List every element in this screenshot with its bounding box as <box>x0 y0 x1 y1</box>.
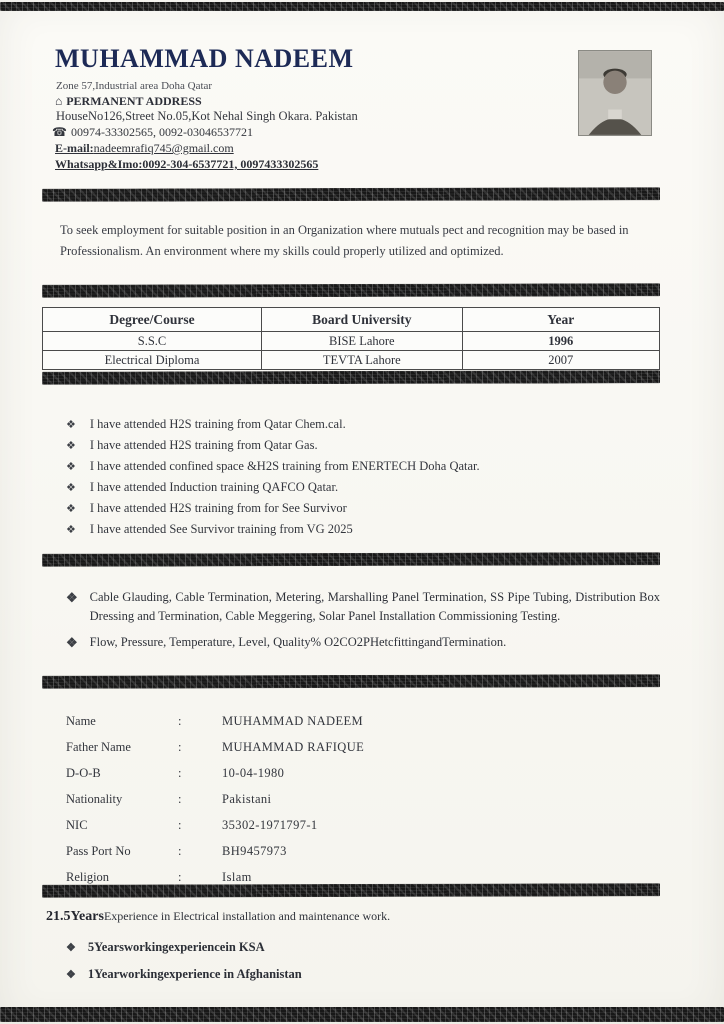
education-row <box>43 332 660 351</box>
personal-label: Nationality <box>66 791 123 806</box>
personal-label: Father Name <box>66 739 131 754</box>
diamond-bullet-icon: ❖ <box>66 942 76 954</box>
skill-item <box>66 588 660 626</box>
personal-value: BH9457973 <box>222 843 287 858</box>
scan-edge-bar-bottom <box>0 1007 724 1022</box>
scan-edge-bar-top <box>0 2 724 11</box>
year-cell: 2007 <box>462 351 659 370</box>
diamond-bullet-icon: ❖ <box>66 503 76 515</box>
section-divider-education <box>42 283 660 298</box>
year-cell: 1996 <box>462 332 659 351</box>
diamond-bullet-icon: ❖ <box>66 524 76 536</box>
personal-separator: : <box>178 765 182 780</box>
personal-label: D-O-B <box>66 765 101 780</box>
personal-row <box>66 734 496 760</box>
training-text: I have attended Induction training QAFCO Qatar. <box>89 480 339 494</box>
candidate-name: MUHAMMAD NADEEM <box>55 44 354 73</box>
training-text: I have attended confined space &H2S training from ENERTECH Doha Qatar. <box>89 459 480 473</box>
email-label: E-mail: <box>55 141 94 155</box>
personal-separator: : <box>178 869 182 884</box>
skills-list <box>66 588 660 659</box>
personal-row <box>66 864 496 890</box>
section-divider-personal <box>42 674 660 689</box>
personal-value: Pakistani <box>222 791 272 806</box>
phone-line <box>52 125 253 140</box>
skill-text: Cable Glauding, Cable Termination, Metering, Marshalling Panel Termination, SS Pipe Tubing, Distribution Box Dressing and Termination, Cable Meggering, Solar Panel Installation Commissioning Testing. <box>89 590 660 623</box>
personal-value: 10-04-1980 <box>222 765 285 780</box>
personal-label: Pass Port No <box>66 843 131 858</box>
personal-row <box>66 708 496 734</box>
personal-row <box>66 760 496 786</box>
personal-info <box>66 708 496 890</box>
experience-text: 1Yearworkingexperience in Afghanistan <box>87 967 302 981</box>
personal-value: MUHAMMAD RAFIQUE <box>222 739 365 754</box>
phone-icon: ☎ <box>52 125 67 139</box>
training-text: I have attended H2S training from for See Survivor <box>89 501 347 515</box>
training-item <box>66 438 480 459</box>
col-header-board: Board University <box>262 308 463 332</box>
trainings-list <box>66 417 480 543</box>
house-icon: ⌂ <box>55 94 63 108</box>
col-header-degree: Degree/Course <box>43 308 262 332</box>
experience-item <box>66 967 302 994</box>
personal-label: Religion <box>66 869 110 884</box>
training-item <box>66 480 480 501</box>
email-line <box>55 141 234 156</box>
experience-item <box>66 940 302 967</box>
training-item <box>66 459 480 480</box>
personal-label: Name <box>66 713 96 728</box>
diamond-bullet-icon: ❖ <box>66 590 78 605</box>
degree-cell: S.S.C <box>43 332 262 351</box>
section-divider-skills <box>42 552 660 567</box>
training-text: I have attended See Survivor training from VG 2025 <box>89 522 353 536</box>
personal-separator: : <box>178 817 182 832</box>
education-header-row <box>43 308 660 332</box>
education-table <box>42 307 660 370</box>
current-address-line: Zone 57,Industrial area Doha Qatar <box>56 80 213 92</box>
personal-row <box>66 812 496 838</box>
personal-value: MUHAMMAD NADEEM <box>222 713 364 728</box>
degree-cell: Electrical Diploma <box>43 351 262 370</box>
diamond-bullet-icon: ❖ <box>66 482 76 494</box>
section-divider-objective <box>42 187 660 202</box>
section-divider-trainings <box>42 370 660 385</box>
diamond-bullet-icon: ❖ <box>66 440 76 452</box>
personal-value: 35302-1971797-1 <box>222 817 318 832</box>
personal-separator: : <box>178 713 182 728</box>
training-item <box>66 417 480 438</box>
profile-photo-placeholder <box>579 51 651 135</box>
phone-numbers: 00974-33302565, 0092-03046537721 <box>70 125 253 139</box>
experience-text: 5Yearsworkingexperiencein KSA <box>87 940 265 954</box>
experience-years: 21.5Years <box>46 909 104 924</box>
personal-separator: : <box>178 791 182 806</box>
profile-photo <box>578 50 652 136</box>
diamond-bullet-icon: ❖ <box>66 461 76 473</box>
experience-list <box>66 940 302 994</box>
board-cell: TEVTA Lahore <box>262 351 463 370</box>
skill-text: Flow, Pressure, Temperature, Level, Quality% O2CO2PHetcfittingandTermination. <box>89 635 507 649</box>
education-row <box>43 351 660 370</box>
col-header-year: Year <box>462 308 659 332</box>
email-address: nadeemrafiq745@gmail.com <box>93 141 234 155</box>
training-text: I have attended H2S training from Qatar Gas. <box>89 438 318 452</box>
diamond-bullet-icon: ❖ <box>66 969 76 981</box>
personal-label: NIC <box>66 817 88 832</box>
personal-row <box>66 838 496 864</box>
board-cell: BISE Lahore <box>262 332 463 351</box>
whatsapp-line: Whatsapp&Imo:0092-304-6537721, 0097433302565 <box>55 157 319 171</box>
personal-row <box>66 786 496 812</box>
training-item <box>66 501 480 522</box>
experience-summary: Experience in Electrical installation and maintenance work. <box>103 909 391 923</box>
training-item <box>66 522 480 543</box>
permanent-address-line: HouseNo126,Street No.05,Kot Nehal Singh Okara. Pakistan <box>56 109 358 123</box>
diamond-bullet-icon: ❖ <box>66 419 76 431</box>
personal-separator: : <box>178 843 182 858</box>
personal-separator: : <box>178 739 182 754</box>
personal-value: Islam <box>222 869 252 884</box>
permanent-address-label <box>55 94 202 109</box>
training-text: I have attended H2S training from Qatar Chem.cal. <box>89 417 346 431</box>
diamond-bullet-icon: ❖ <box>66 635 78 650</box>
skill-item <box>66 633 660 652</box>
permanent-address-text: PERMANENT ADDRESS <box>66 94 202 108</box>
experience-headline <box>46 909 390 925</box>
objective-text: To seek employment for suitable position in an Organization where mutuals pect and recognition may be based in Professionalism. An environment where my skills could properly utilized and optimized. <box>60 223 629 258</box>
